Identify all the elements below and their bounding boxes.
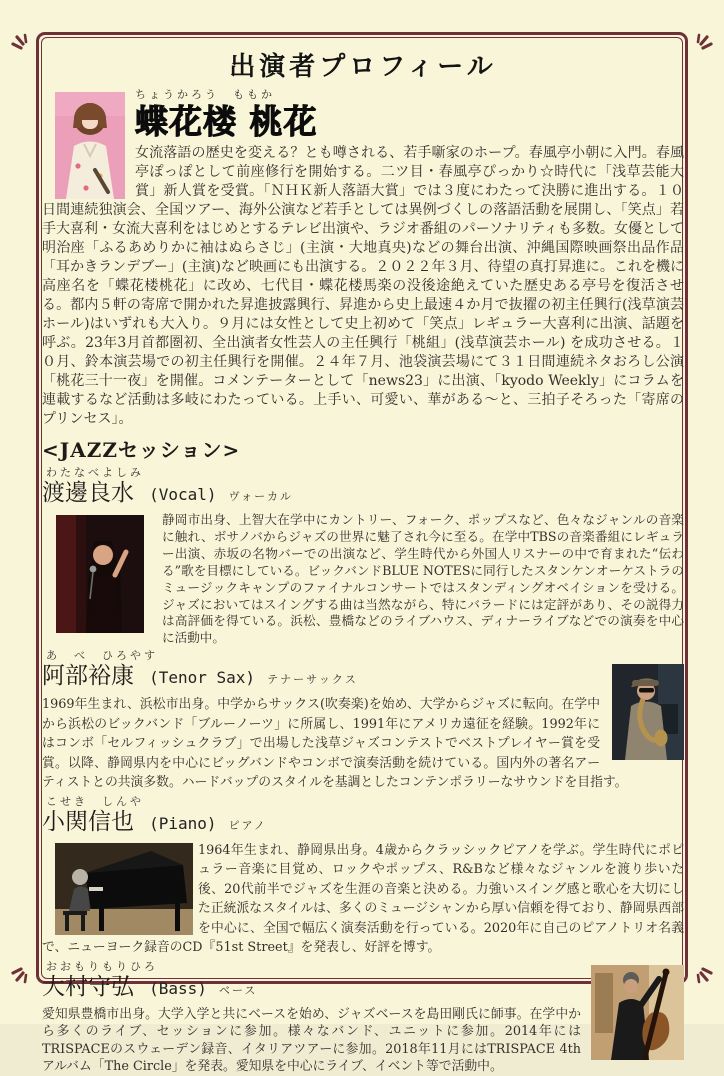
performer-section-piano: [42, 796, 684, 958]
piano-role-ja: ピアノ: [228, 818, 267, 832]
sax-role-en: (Tenor Sax): [149, 668, 256, 688]
sax-name-row: [42, 663, 684, 693]
piano-role-en: (Piano): [149, 813, 217, 833]
bass-role-ja: ベース: [218, 983, 258, 997]
corner-flourish-icon: [9, 958, 35, 984]
bass-player-photo: [591, 965, 684, 1060]
flyer-content: [42, 44, 684, 1075]
sax-player-photo: [612, 664, 684, 760]
performer-section-bass: [42, 961, 684, 1076]
momoka-name: 蝶花楼 桃花: [135, 102, 318, 141]
jazz-session-heading: <JAZZセッション>: [42, 438, 241, 462]
piano-bio: 1964年生まれ、静岡県出身。4歳からクラッシックピアノを学ぶ。学生時代にポピュラー音楽に目覚め、ロックやポップス、R&Bなど様々なジャンルを渡り歩いた後、20代前半でジャズを生涯の音楽と決める。力強いスイング感と歌心を大切にした正統派なスタイルは、多くのミュージシャンから厚い信頼を得ており、静岡県西部を中心に、全国で幅広く演奏活動を行っている。2020年に自己のピアノトリオ名義で、ニューヨーク録音のCD『51st Street』を発表し、好評を博す。: [42, 842, 684, 956]
vocal-role-ja: ヴォーカル: [228, 490, 293, 503]
bass-furigana: おおもりもりひろ: [46, 959, 158, 973]
sax-bio: 1969年生まれ、浜松市出身。中学からサックス(吹奏楽)を始め、大学からジャズに転向。在学中から浜松のビックバンド「ブルーノーツ」に所属し、1991年にアメリカ遠征を経験。1992年にはコンボ「セルフィッシュクラブ」で出場した浅草ジャズコンテストでベストプレイヤー賞を受賞。以降、静岡県内を中心にビッグバンドやコンボで演奏活動を続けている。国内外の著名アーティストとの共演多数。ハードバップのスタイルを基調としたコンテンポラリーなサウンドを目指す。: [42, 697, 628, 791]
vocal-name: 渡邊良水: [42, 480, 134, 506]
performer-section-sax: [42, 650, 684, 793]
vocal-furigana: わたなべよしみ: [46, 466, 144, 479]
piano-name: 小関信也: [42, 808, 134, 835]
pianist-photo: [55, 843, 193, 935]
piano-furigana: こせき しんや: [46, 794, 144, 808]
bass-name-row: [42, 974, 684, 1004]
sax-role-ja: テナーサックス: [267, 673, 358, 687]
vocal-role-en: (Vocal): [149, 485, 217, 504]
performer-section-vocal: [42, 467, 684, 647]
bass-name: 大村守弘: [42, 973, 134, 1000]
sax-name: 阿部裕康: [42, 663, 134, 690]
bass-role-en: (Bass): [149, 978, 207, 998]
momoka-furigana: ちょうかろう ももか: [135, 88, 275, 101]
sax-furigana: あ べ ひろやす: [46, 649, 158, 663]
vocalist-photo: [56, 515, 144, 633]
performer-section-momoka: [42, 89, 684, 429]
momoka-bio: 女流落語の歴史を変える？とも噂される、若手噺家のホープ。春風亭小朝に入門。春風亭ぽっぽとして前座修行を開始する。二ツ目・春風亭ぴっかり☆時代に「浅草芸能大賞」新人賞を受賞。「ＮＨＫ新人落語大賞」では３度にわたって決勝に進出する。１０日間連続独演会、全国ツアー、海外公演など若手としては異例づくしの落語活動を展開し、「笑点」若手大喜利・女流大喜利をはじめとするテレビ出演や、ラジオ番組のパーソナリティも多数。女優として明治座「ふるあめりかに袖はぬらさじ」(主演・大地真央)などの舞台出演、沖縄国際映画祭出品作品「耳かきランデブー」(主演)など映画にも出演する。２０２２年３月、待望の真打昇進に。これを機に高座名を「蝶花楼桃花」に改め、七代目・蝶花楼馬楽の没後途絶えていた歴史ある亭号を復活させる。都内５軒の寄席で開かれた昇進披露興行、昇進から史上最速４か月で抜擢の初主任興行(浅草演芸ホール)はいずれも大入り。９月には女性として史上初めて「笑点」レギュラー大喜利に出演、話題を呼ぶ。23年3月首都圏初、全出演者女性芸人の主任興行「桃組」(浅草演芸ホール) を成功させる。１０月、鈴本演芸場での初主任興行を開催。２４年７月、池袋演芸場にて３１日間連続ネタおろし公演「桃花三十一夜」を開催。コメンテーターとして「news23」に出演、「kyodo Weekly」にコラムを連載するなど活動は多岐にわたっている。上手い、可愛い、華がある〜と、三拍子そろった「寄席のプリンセス」。: [42, 145, 684, 427]
vocal-name-row: [42, 480, 684, 510]
corner-flourish-icon: [689, 958, 715, 984]
vocal-bio: 静岡市出身、上智大在学中にカントリー、フォーク、ポップスなど、色々なジャンルの音楽に触れ、ボサノバからジャズの世界に魅了され今に至る。在学中TBSの音楽番組にレギュラー出演、赤坂の名物バーでの出演など、学生時代から外国人リスナーの中で育まれた“伝わる”歌を目標にしている。ビックバンドBLUE NOTESに同行したスタンケンオーケストラのミュージックキャンプのファイナルコンサートではスタンディングオベイションを受ける。ジャズにおいてはスイングする曲は当然ながら、特にバラードには定評があり、その説得力は高評価を得ている。浜松、豊橋などのライブハウス、ディナーライブなどでの演奏を中心に活動中。: [162, 512, 684, 646]
corner-flourish-icon: [689, 33, 715, 59]
piano-name-row: [42, 809, 684, 839]
momoka-portrait-photo: [55, 92, 125, 199]
bass-bio: 愛知県豊橋市出身。大学入学と共にベースを始め、ジャズベースを島田剛氏に師事。在学中から多くのライブ、セッションに参加。様々なバンド、ユニットに参加。2014年にはTRISPACEのスウェーデン録音、イタリアツアーに参加。2018年11月にはTRISPACE 4thアルバム「The Circle」を発表。愛知県を中心にライブ、イベント等で活動中。: [42, 1006, 581, 1075]
page-title: 出演者プロフィール: [229, 52, 497, 82]
corner-flourish-icon: [9, 33, 35, 59]
